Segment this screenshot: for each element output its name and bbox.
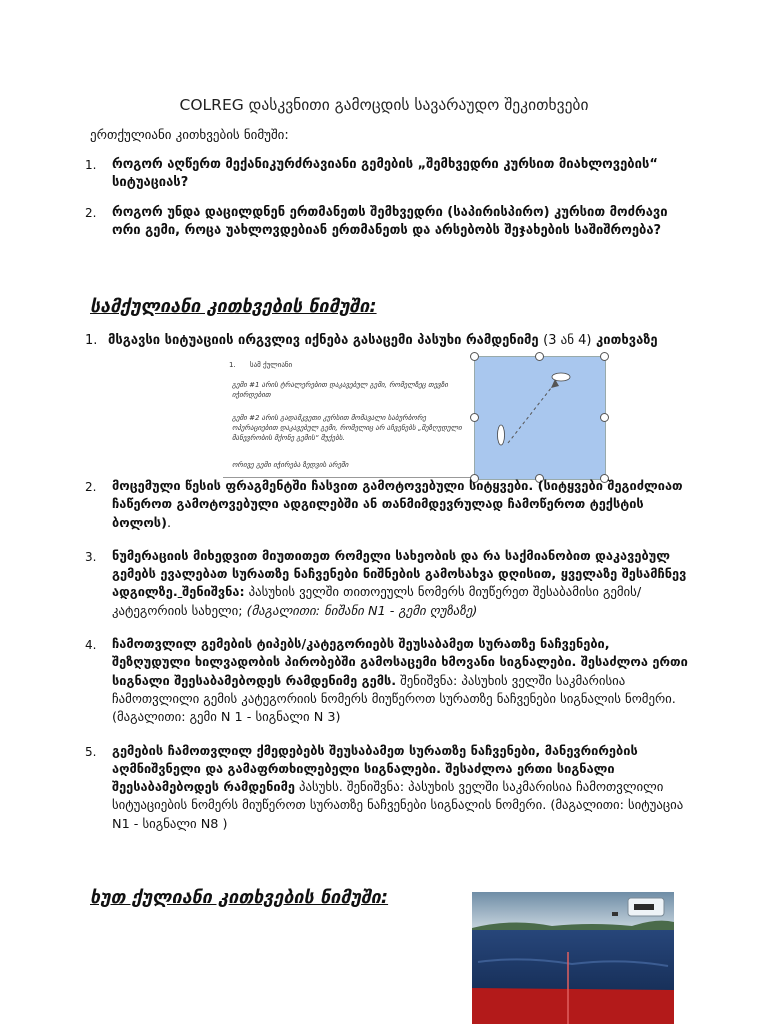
question-note: შენიშვნა: პასუხის ველში საკმარისია ჩამოთვლილი გემის კატეგორიის ნომერს მიუწეროთ სურათზე ნაჩვენები სიგნალის ნომერი. (მაგალითი: გემი N 1 - სიგნალი N 3) bbox=[112, 673, 676, 726]
question-end: კითხვაზე bbox=[596, 333, 658, 348]
item-number: 2. bbox=[85, 480, 97, 494]
list-item bbox=[85, 548, 692, 621]
item-number: 4. bbox=[85, 638, 97, 653]
question-text: როგორ უნდა დაცილდნენ ერთმანეთს შემხვედრი (საპირისპირო) კურსით მოძრავი ორი გემი, როცა უახლოვდებიან ერთმანეთს და არსებობს შეჯახების საშიშროება? bbox=[112, 205, 668, 238]
question-text: მოცემული წესის ფრაგმენტში ჩასვით გამოტოვებული სიტყვები. (სიტყვები შეგიძლიათ ჩაწეროთ გამოტოვებული ადგილებში ან თანმიმდევრულად ჩამოწეროთ ტექსტის ბოლოს) bbox=[112, 479, 683, 531]
question-thumbnail bbox=[223, 356, 475, 478]
thumbnail-paragraph: გემი #1 არის ტრალერებით დაკავებულ გემი, რომელზეც თევზი იჭირდებით bbox=[232, 381, 448, 399]
item-number: 3. bbox=[85, 549, 97, 564]
resize-handle[interactable] bbox=[470, 413, 479, 422]
question-tail: . bbox=[166, 515, 172, 531]
resize-handle[interactable] bbox=[470, 352, 479, 361]
vessel-1-icon bbox=[552, 373, 570, 381]
thumbnail-heading: სამ ქულიანი bbox=[249, 361, 293, 369]
question-note: პასუხის ველში თითოეულს ნომერს მიუწერეთ შესაბამისი გემის/კატეგორიის სახელი; bbox=[112, 585, 642, 619]
diagram-drawing bbox=[475, 357, 605, 479]
three-point-sample-heading: სამქულიანი კითხვების ნიმუში: bbox=[90, 296, 377, 317]
resize-handle[interactable] bbox=[600, 352, 609, 361]
item-number: 2. bbox=[85, 206, 97, 220]
vessel-2-icon bbox=[498, 425, 505, 445]
list-item bbox=[85, 156, 672, 192]
question-text: მსგავსი სიტუაციის ირგვლივ იქნება გასაცემი პასუხი რამდენიმე bbox=[108, 333, 539, 348]
item-number: 1. bbox=[85, 333, 98, 348]
five-point-sample-heading: ხუთ ქულიანი კითხვების ნიმუში: bbox=[90, 887, 389, 908]
course-line bbox=[508, 383, 555, 443]
note-label: შენიშვნა: bbox=[182, 585, 245, 601]
question-text: გემების ჩამოთვლილ ქმედებებს შეუსაბამეთ სურათზე ნაჩვენები, მანევრირების აღმნიშვნელი და გამაფრთხილებელი სიგნალები. შესაძლოა ერთი სიგნალი შეესაბამებოდეს რამდენიმე bbox=[112, 743, 638, 796]
item-number: 5. bbox=[85, 744, 97, 759]
one-point-sample-label: ერთქულიანი კითხვების ნიმუში: bbox=[90, 128, 289, 143]
list-item bbox=[85, 204, 672, 240]
resize-handle[interactable] bbox=[600, 413, 609, 422]
sea-scene-image bbox=[472, 892, 674, 1024]
sea-scene-drawing bbox=[472, 892, 674, 1024]
thumbnail-paragraph: გემი #2 არის გადამკვეთი კურსით მომავალი საბურბორე ოპერაციებით დაკავებულ გემი, რომელიც არ აჩვენებს „შეზღუდული მანევრობის მქონე გემის“ შუქებს. bbox=[232, 414, 462, 442]
page-title: COLREG დასკვნითი გამოცდის სავარაუდო შეკითხვები bbox=[179, 96, 589, 114]
vessel-situation-diagram bbox=[474, 356, 606, 480]
three-point-question-list bbox=[85, 478, 692, 849]
question-text: როგორ აღწერთ მექანიკურძრავიანი გემების „შემხვედრი კურსით მიახლოვების“ სიტუაციას? bbox=[112, 157, 658, 190]
one-point-question-list bbox=[85, 156, 672, 252]
item-number: 1. bbox=[85, 158, 97, 172]
list-item bbox=[85, 636, 692, 727]
list-item bbox=[85, 743, 692, 834]
resize-handle[interactable] bbox=[535, 352, 544, 361]
thumbnail-number: 1. bbox=[229, 361, 236, 369]
question-example: (მაგალითი: ნიშანი N1 - გემი ღუზაზე) bbox=[246, 603, 478, 619]
question-note: პასუხს. შენიშვნა: პასუხის ველში საკმარისია ჩამოთვლილი სიტუაციების ნომერს მიუწეროთ სურათზე ნაჩვენები სიგნალის ნომერი. (მაგალითი: სიტუაცია N1 - სიგნალი N8 ) bbox=[112, 780, 684, 832]
list-item bbox=[85, 478, 692, 533]
thumbnail-paragraph: ორივე გემი იჭირება ზედვის არეში bbox=[232, 461, 349, 469]
question-text: ჩამოთვლილ გემების ტიპებს/კატეგორიებს შეუსაბამეთ სურათზე ნაჩვენები, შეზღუდული ხილვადობის პირობებში გამოსაცემი ხმოვანი სიგნალები. შესაძლოა ერთი სიგნალი შეესაბამებოდეს რამდენიმე გემს. bbox=[112, 637, 688, 689]
question-range: (3 ან 4) bbox=[543, 333, 592, 348]
question-text: ნუმერაციის მიხედვით მიუთითეთ რომელი სახეობის და რა საქმიანობით დაკავებულ გემებს ევალებათ სურათზე ნაჩვენები ნიშნების გამოსახვა დღისით, ყველაზე შესამჩნევ ადგილზე. bbox=[112, 548, 687, 601]
